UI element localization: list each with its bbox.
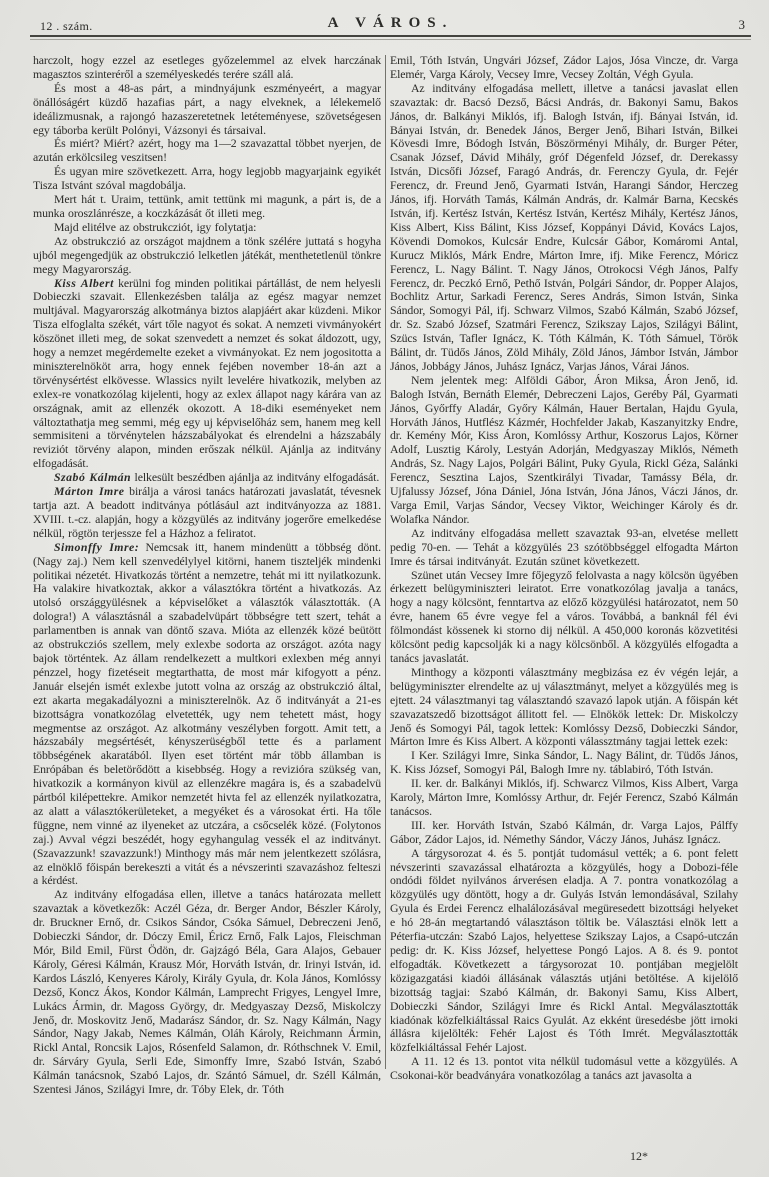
paragraph: Az inditvány elfogadása mellett, illetve a tanácsi javaslat ellen szavaztak: dr. Bacsó Dezső, Bácsi András, dr. Bakonyi Samu, Bakos János, dr. Balkányi Miklós, ifj. Balogh István, ifj. Bányai István, id. Bányai István, dr. Benedek János, Berger Jenő, Bihari István, Bilkei Kövesdi Imre, Bódogh István, Böszörményi Mihály, dr. Burger Péter, Csanak József, Dávid Mihály, gróf Dégenfeld József, dr. Derekassy István, Dicsőfi József, Faragó András, dr. Ferenczy Gyula, dr. Fejér Ferencz, dr. Freund Jenő, Gyarmati István, Harangi Sándor, Herczeg János, ifj. Horváth Tamás, Kálmán András, dr. Kalmár Barna, Kecskés István, ifj. Kertész István, Kertész István, Kertész Mihály, Kertész János, Kiss Albert, Kiss Bálint, Kiss József, Koppányi Dávid, Kovács Lajos, Kövendi Domokos, Kulcsár Endre, Kulcsár Gábor, Komáromi Antal, Kurucz Miklós, Márk Endre, Márton Imre, ifj. Mike Ferencz, Móricz Ferencz, L. Nagy Bálint. T. Nagy János, Otrokocsi Végh János, Palfy Ferencz, dr. Peczkó Ernő, Pethő István, Polgári Sándor, dr. Popper Alajos, Bochlitz Artur, Sarkadi Ferencz, Seres András, Simon István, Sinka Sándor, Somogyi Pál, ifj. Schwarz Vilmos, Szabó Kálmán, Szabó József, dr. Sz. Szabó József, Szatmári Ferencz, Szikszay Lajos, Szilágyi Bálint, Szücs István, Tafler Ignácz, K. Tóth Kálmán, K. Tóth Sámuel, Török Bálint, dr. Tüdős János, Zöld Mihály, Zöld János, Jámbor István, Jámbor János, Jobbágy János, Juhász Ignácz, Varjas János, Várai János.: [390, 80, 738, 373]
paragraph: Márton Imre birálja a városi tanács határozati javaslatát, tévesnek tartja azt. A beadott inditványa pótlásául azt inditványozza az 1881. XVIII. t.-cz. alapján, hogy a közgyülés az inditvány jogerőre emelkedése nélkül, rögtön terjessze fel a Házhoz a feliratot.: [33, 484, 382, 540]
left-column: [33, 54, 381, 1097]
issue-number: 12 . szám.: [40, 19, 93, 33]
speaker-name: Simonffy Imre:: [54, 539, 140, 554]
paragraph: Minthogy a központi választmány megbizása ez év végén lejár, a belügyminiszter elrendelte az uj választmányt, melyet a közgyülés meg is ejtett. 24 választmanyi tag választandó szavazó lapok utján. A főispán két szavazatszedő bizottságot állitott fel. — Elnökök lettek: Dr. Miskolczy Jenő és Somogyi Pál, tagok lettek: Komlóssy Dezső, Dobieczki Sándor, Márton Imre és Kiss Albert. A központi válassztmány tagjai lettek ezek:: [390, 664, 738, 749]
paragraph: Emil, Tóth István, Ungvári József, Zádor Lajos, Jósa Vincze, dr. Varga Elemér, Varga Károly, Vecsey Imre, Vecsey Zoltán, Végh Gyula.: [390, 53, 738, 81]
paragraph: Majd elitélve az obstrukcziót, igy folytatja:: [54, 219, 257, 234]
article-body: [33, 54, 738, 1097]
paragraph: És miért? Miért? azért, hogy ma 1—2 szavazattal többet nyerjen, de azután erkölcsileg veszitsen!: [33, 136, 381, 165]
paragraph: A tárgysorozat 4. és 5. pontját tudomásul vették; a 6. pont felett névszerinti szavazással elhatározta a közgyülés, hogy a Dobozi-féle ondódi földet nyilvános árverésen eladja. A 7. pontra vonatkozólag a közgyülés ugy döntött, hogy a dr. Gulyás István lemondásával, Szilahy Gyula és Erdei Ferencz elhalálozásával megüresedett bizottsági helyeket e hó 28-án megtartandó választáson töltik be. Választási elnök lett a Péterfia-utczán: Szabó Lajos, helyettese Szikszay Lajos, a Csapó-utczán pedig: dr. K. Kiss József, helyettese Pongó Lajos. A 8. és 9. pontot elfogadták. Következett a tárgysorozat 10. pontjában megjelölt közigazgatási kiadói állásának választás utjáni betöltése. A kijelölő bizottság tagjai: Szabó Kálmán, dr. Bakonyi Samu, Kiss Albert, Dobieczki Sándor, Szilágyi Imre és Rickl Antal. Megválasztották kiadónak közfelkiáltással Raics Gyulát. Az ekként üresedésbe jött irnoki állásra kijelölték: Fehér Lajost és Tóth Imrét. Megválasztották közfelkiáltással Fehér Lajost.: [390, 845, 738, 1055]
page-number: 3: [738, 17, 745, 32]
paragraph: harczolt, hogy ezzel az esetleges győzelemmel az elvek harczának magasztos szinteréről a személyeskedés terére száll alá.: [33, 53, 381, 81]
speaker-name: Márton Imre: [54, 484, 125, 499]
paragraph: Simonffy Imre: Nemcsak itt, hanem mindenütt a többség dönt. (Nagy zaj.) Nem kell szenvedélylyel kitörni, hanem tiszteljék mindenki politikai nézetét. Hivatkozás történt a nemzetre, tehát mi itt nyilatkozunk. Ha valakire hivatkoztak, akkor a választókra történt a hivatkozás. Az utolsó országgyülésnek a képviselőket a választók választották. (A dologra!) A választásnál a szabadelvüpárt többségre tett szert, tehát a parlamentben is annak van döntő szava. Mióta az ellenzék közé beütött az obstrukcziós szellem, mely exlexbe sodorta az országot. azóta nagy bajok történtek. Az állam rendelkezett a multkori exlexben még annyi pénzzel, hogy fizetéseit megtarthatta, de most már kifogyott a pénz. Január elsején ismét exlexbe jutott volna az ország az obstrukczió által, ezt akarta megakadályozni a miniszterelnök. Az ő inditványát a 21-es bizottságra vonatkozólag elvetették, ugy nem tehetett mást, hogy megmentse az országot. Az alkotmány veszélyben forgott. Amit tett, a házszabály megsértését, kényszerüségből tette és a parlament többségének akaratából. Ilyen eset történt már több államban is Enrópában és beletörődött a kisebbség. Hogy a revizióra szükség van, hivatkozik a kormányon kivül az ellenzékre magára is, és a szabadelvü pártból kilépettekre. Amikor nemzetét hivta fel az ellenzék nyilatkozatra, az alatt a választókerületeket, a megyéket és a városokat érti. Ha tőle függne, nem vinné az ilyeneket az utczára, a csőcselék közé. (Folytonos zaj.) Avval végzi beszédét, hogy egyhangulag vessék el az inditványt. (Szavazzunk! szavazzunk!) Minthogy más már nem jelentkezett szólásra, az elnöklő főispán berekeszti a vitát és a névszerinti szavazáshoz felteszi a kérdést.: [33, 539, 381, 888]
column-divider: [385, 55, 386, 1069]
paragraph: Mert hát t. Uraim, tettünk, amit tettünk mi magunk, a párt is, de a munka oroszlánrésze, a koczkázását őt illeti meg.: [33, 192, 381, 220]
paragraph: Az inditvány elfogadása mellett szavaztak 93-an, elvetése mellett pedig 70-en. — Tehát a közgyülés 23 szótöbbséggel elfogadta Márton Imre és társai inditványát. Ezután szünet következett.: [390, 525, 738, 568]
paragraph: És ugyan mire szövetkezett. Arra, hogy legjobb magyarjaink egyikét Tisza Istvánt szóval magdobálja.: [33, 164, 381, 193]
paragraph: Szünet után Vecsey Imre főjegyző felolvasta a nagy kölcsön ügyében érkezett belügyminiszteri leiratot. Erre vonatkozólag javalja a tanács, hogy a nagy kölcsönt, fenntartva az előző közgyülési határozatot, nem 50 évre, hanem 65 évre vegye fel a város. Továbbá, a banknál fél évi fölmondást kössenek ki storno dij nélkül. A 450,000 koronás közvetitési kölcsönt pedig kapcsolják ki a nagy kölcsönből. A közgyülés elfogadta a tanács javaslatát.: [390, 567, 738, 665]
right-column: [390, 54, 738, 1097]
paragraph: I Ker. Szilágyi Imre, Sinka Sándor, L. Nagy Bálint, dr. Tüdős János, K. Kiss József, Somogyi Pál, Balogh Imre ny. táblabiró, Tóth István.: [390, 748, 738, 777]
speaker-name: Szabó Kálmán: [54, 470, 132, 485]
paragraph: És most a 48-as párt, a mindnyájunk eszményeért, a magyar önállóságért küzdő hazafias párt, a nagy elveknek, a lélekemelő ideálizmusnak, a rajongó hazaszeretetnek letéteményese, szövetségesen egy táborba került Polónyi, Vázsonyi és társaival.: [33, 80, 381, 137]
speaker-name: Kiss Albert: [54, 275, 114, 290]
header-rule: [30, 35, 751, 37]
paragraph: III. ker. Horváth István, Szabó Kálmán, dr. Varga Lajos, Pálffy Gábor, Zádor Lajos, id. Némethy Sándor, Váczy János, Juhász Ignácz.: [390, 817, 738, 846]
page-header: [34, 13, 747, 35]
paragraph: Az inditvány elfogadása ellen, illetve a tanács határozata mellett szavaztak a következők: Aczél Géza, dr. Berger Andor, Bészler Károly, dr. Bruckner Ernő, dr. Csikos Sándor, Csóka Sámuel, Debreczeni Jenő, Dobieczki Sándor, dr. Dóczy Emil, Éricz Ernő, Falk Lajos, Fleischman Mór, Bild Emil, Fürst Ödön, dr. Gajzágó Béla, Gara Alajos, Gebauer Károly, Géresi Kálmán, Krausz Mór, Horváth István, dr. Irinyi István, id. Kardos László, Kenyeres Károly, Király Gyula, dr. Kola János, Komlóssy Dezső, Koncz Ákos, Kondor Kálmán, Lamprecht Frigyes, Lengyel Imre, Lukács Ármin, dr. Magoss György, dr. Medgyaszay Dezső, Miskolczy Jenő, dr. Moskovitz Jenő, Madarász Sándor, dr. Sz. Nagy Kálmán, Nagy Sándor, Nagy Jakab, Nemes Kálmán, Oláh Károly, Reichmann Ármin, Rickl Antal, Roncsik Lajos, Rósenfeld Salamon, dr. Róthschnek V. Emil, dr. Sárváry Gyula, Serli Ede, Simonffy Imre, Szabó István, Szabó Kálmán tanácsnok, Szabó Lajos, dr. Szántó Sámuel, dr. Széll Kálmán, Szentesi János, Szilágyi Imre, dr. Tóby Elek, dr. Tóth: [33, 887, 381, 1097]
paragraph: A 11. 12 és 13. pontot vita nélkül tudomásul vette a közgyülés. A Csokonai-kör beadványára vonatkozólag a tanács azt javasolta a: [390, 1054, 738, 1083]
header-rule-shadow: [30, 39, 751, 40]
paragraph: Az obstrukczió az országot majdnem a tönk szélére juttatá s hogyha ujból megengedjük az obstrukczió lelketlen játékát, menthetetlenül tönkre megy Magyarország.: [33, 233, 381, 276]
paragraph: II. ker. dr. Balkányi Miklós, ifj. Schwarcz Vilmos, Kiss Albert, Varga Karoly, Márton Imre, Komlóssy Arthur, dr. Fejér Ferencz, Szabó Kálmán tanácsos.: [390, 776, 738, 818]
paragraph: Szabó Kálmán lelkesült beszédben ajánlja az inditvány elfogadását.: [54, 470, 380, 485]
signature-mark: 12*: [630, 1149, 648, 1163]
masthead-title: A VÁROS.: [327, 15, 454, 31]
paragraph: Kiss Albert kerülni fog minden politikai pártállást, de nem helyesli Dobieczki szavait. Ellenkezésben találja az egész magyar nemzet multjával. Magyarország alkotmánya biztos alapjáért akar küzdeni. Mikor Tisza elfoglalta székét, várt tőle nagyot és sokat. A nemzeti vivmányokért köszönet illeti meg, de sokat szenvedett a nemzet és sokat áldozott, ugy, hogy a nemzet megérdemelte ezeket a vivmányokat. Ez nem jogositotta a miniszterelnököt arra, hogy ennek fejében november 18-án azt a törvénysértést elkövesse. Wlassics nyilt levelére hivatkozik, melyben az exlex-re vonatkozólag kijelenti, hogy az exlex állapot nagy kárára van az országnak, amit az ellenzék okozott. A 18-diki eseményeket nem változtathatja meg semmi, még egy uj képviselőház sem, hanem meg kell semmisiteni a törvénytelen házszabályokat és elrendelni a házszabály reviziót törvény alapon, minden erőszak nélkül. Ajánlja az inditvány elfogadását.: [33, 275, 381, 471]
paragraph: Nem jelentek meg: Alföldi Gábor, Áron Miksa, Áron Jenő, id. Balogh István, Bernáth Elemér, Debreczeni Lajos, Geréby Pál, Gyarmati János, Győrffy Aladár, Győry Kálmán, Hauer Bertalan, Hajdu Gyula, Horváth János, Hutflész Kázmér, Hochfelder Jakab, Kaszanyitzky Endre, dr. Kemény Mór, Kiss Áron, Komlóssy Arthur, Koszorus Lajos, Körner Adolf, Lusztig Károly, Lestyán Adorján, Medgyaszay Miklós, Németh András, Sz. Nagy Lajos, Polgári Bálint, Puky Gyula, Rickl Géza, Salánki Ferencz, Sesztina Lajos, Szentkirályi Tivadar, Tamássy Béla, dr. Ujfalussy József, Jóna Dániel, Jóna István, Jóna János, Váczi János, dr. Varga Emil, Varjas Sándor, Vecsey Viktor, Weichinger Károly és dr. Wolafka Nándor.: [390, 372, 738, 526]
